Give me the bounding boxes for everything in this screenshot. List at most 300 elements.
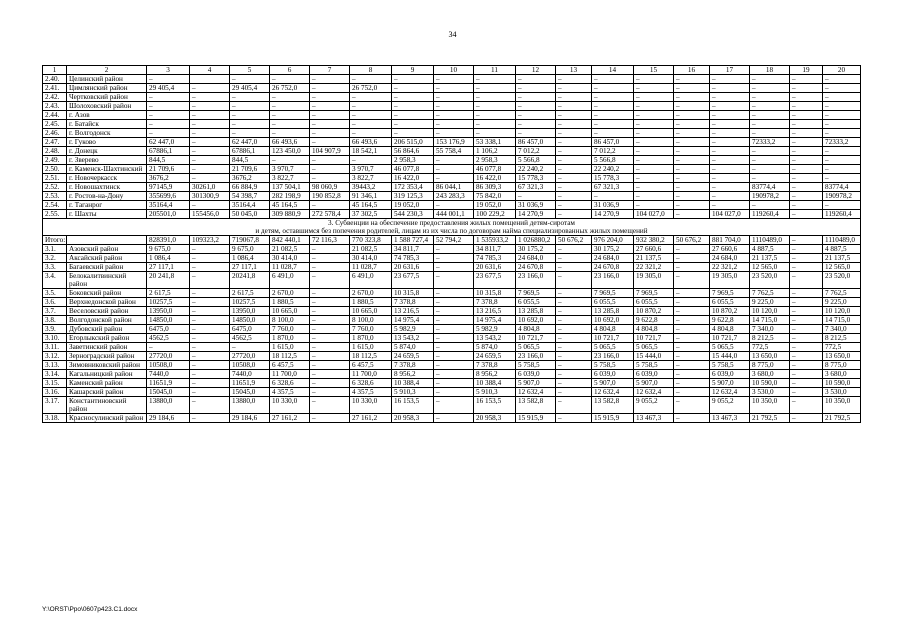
- value-cell: 10 721,7: [710, 334, 750, 343]
- value-cell: 10 721,7: [592, 334, 634, 343]
- row-number-cell: 3.5.: [43, 289, 67, 298]
- table-row: [43, 352, 861, 361]
- territory-name-cell: Чертковский район: [67, 93, 147, 102]
- value-cell: 282 198,9: [270, 192, 310, 201]
- value-cell: –: [674, 84, 710, 93]
- value-cell: –: [674, 298, 710, 307]
- value-cell: –: [556, 129, 592, 138]
- value-cell: –: [310, 93, 350, 102]
- value-cell: –: [674, 93, 710, 102]
- value-cell: –: [556, 254, 592, 263]
- value-cell: 7 760,0: [350, 325, 392, 334]
- value-cell: –: [270, 129, 310, 138]
- value-cell: 5 758,5: [516, 361, 556, 370]
- value-cell: 20 631,6: [392, 263, 434, 272]
- value-cell: –: [350, 111, 392, 120]
- value-cell: –: [190, 388, 230, 397]
- value-cell: 10: [434, 66, 474, 75]
- page-number: 34: [448, 30, 457, 39]
- table-row: [43, 397, 861, 414]
- value-cell: 12: [516, 66, 556, 75]
- value-cell: –: [434, 397, 474, 414]
- value-cell: 54 398,7: [230, 192, 270, 201]
- value-cell: 8 775,0: [823, 361, 861, 370]
- row-number-cell: 3.13.: [43, 361, 67, 370]
- value-cell: –: [790, 174, 823, 183]
- value-cell: 190978,2: [823, 192, 861, 201]
- value-cell: 544 230,3: [392, 210, 434, 219]
- value-cell: 11: [474, 66, 516, 75]
- value-cell: 3 970,7: [350, 165, 392, 174]
- value-cell: –: [674, 263, 710, 272]
- value-cell: 35164,4: [230, 201, 270, 210]
- value-cell: –: [310, 129, 350, 138]
- territory-name-cell: Азовский район: [67, 245, 147, 254]
- value-cell: 30 414,0: [350, 254, 392, 263]
- value-cell: –: [190, 120, 230, 129]
- value-cell: –: [190, 102, 230, 111]
- value-cell: 72333,2: [750, 138, 790, 147]
- value-cell: 828391,0: [147, 236, 190, 245]
- value-cell: 2 617,5: [230, 289, 270, 298]
- value-cell: –: [674, 192, 710, 201]
- table-row: [43, 201, 861, 210]
- value-cell: –: [147, 343, 190, 352]
- value-cell: 6475,0: [230, 325, 270, 334]
- table-row: [43, 138, 861, 147]
- value-cell: –: [190, 174, 230, 183]
- value-cell: –: [592, 75, 634, 84]
- territory-name-cell: г. Зверево: [67, 156, 147, 165]
- value-cell: –: [710, 93, 750, 102]
- value-cell: 10 120,0: [823, 307, 861, 316]
- value-cell: 10 590,0: [823, 379, 861, 388]
- value-cell: 22 321,2: [710, 263, 750, 272]
- row-number-cell: Итого:: [43, 236, 67, 245]
- value-cell: 6475,0: [147, 325, 190, 334]
- territory-name-cell: г. Волгодонск: [67, 129, 147, 138]
- territory-name-cell: г. Батайск: [67, 120, 147, 129]
- file-path-footer: Y:\ORST\Ppo\0607p423.C1.docx: [42, 606, 138, 613]
- value-cell: –: [634, 75, 674, 84]
- row-number-cell: 2.54.: [43, 201, 67, 210]
- value-cell: –: [634, 165, 674, 174]
- value-cell: 6 457,5: [270, 361, 310, 370]
- value-cell: 19 305,0: [710, 272, 750, 289]
- value-cell: –: [556, 102, 592, 111]
- value-cell: –: [634, 147, 674, 156]
- value-cell: –: [147, 102, 190, 111]
- value-cell: 24 684,0: [592, 254, 634, 263]
- value-cell: 22 321,2: [634, 263, 674, 272]
- value-cell: –: [230, 102, 270, 111]
- value-cell: 319 125,3: [392, 192, 434, 201]
- value-cell: 6: [270, 66, 310, 75]
- table-row: [43, 289, 861, 298]
- value-cell: –: [634, 93, 674, 102]
- value-cell: 23 520,0: [750, 272, 790, 289]
- value-cell: 10 665,0: [270, 307, 310, 316]
- value-cell: –: [790, 361, 823, 370]
- value-cell: 24 659,5: [392, 352, 434, 361]
- value-cell: 5 910,3: [392, 388, 434, 397]
- value-cell: 5 907,0: [710, 379, 750, 388]
- value-cell: 15 444,0: [710, 352, 750, 361]
- value-cell: 10 870,2: [710, 307, 750, 316]
- value-cell: –: [350, 120, 392, 129]
- table-row: [43, 93, 861, 102]
- value-cell: 19 052,0: [392, 201, 434, 210]
- value-cell: –: [434, 102, 474, 111]
- value-cell: –: [592, 84, 634, 93]
- value-cell: –: [674, 210, 710, 219]
- value-cell: 12 565,0: [750, 263, 790, 272]
- value-cell: –: [350, 93, 392, 102]
- section-title: [43, 219, 861, 236]
- value-cell: –: [434, 379, 474, 388]
- value-cell: –: [270, 93, 310, 102]
- value-cell: 18 542,1: [350, 147, 392, 156]
- value-cell: –: [556, 325, 592, 334]
- value-cell: –: [790, 316, 823, 325]
- value-cell: 14 715,0: [823, 316, 861, 325]
- value-cell: –: [147, 111, 190, 120]
- value-cell: 8 775,0: [750, 361, 790, 370]
- value-cell: 1 086,4: [230, 254, 270, 263]
- value-cell: 6 055,5: [710, 298, 750, 307]
- value-cell: –: [310, 379, 350, 388]
- value-cell: 50 045,0: [230, 210, 270, 219]
- value-cell: –: [230, 129, 270, 138]
- value-cell: 31 036,9: [592, 201, 634, 210]
- value-cell: –: [556, 289, 592, 298]
- value-cell: 10 330,0: [270, 397, 310, 414]
- value-cell: –: [710, 156, 750, 165]
- value-cell: 20 958,3: [474, 414, 516, 423]
- section-title-row: [43, 219, 861, 236]
- value-cell: 18 112,5: [350, 352, 392, 361]
- row-number-cell: 1: [43, 66, 67, 75]
- value-cell: 13 650,0: [823, 352, 861, 361]
- row-number-cell: 2.44.: [43, 111, 67, 120]
- territory-name-cell: Кагальницкий район: [67, 370, 147, 379]
- value-cell: –: [190, 370, 230, 379]
- territory-name-cell: Шолоховский район: [67, 102, 147, 111]
- value-cell: 12 632,4: [710, 388, 750, 397]
- territory-name-cell: Багаевский район: [67, 263, 147, 272]
- value-cell: –: [674, 316, 710, 325]
- value-cell: –: [190, 147, 230, 156]
- table-row: [43, 334, 861, 343]
- value-cell: 31 036,9: [516, 201, 556, 210]
- value-cell: 20 631,6: [474, 263, 516, 272]
- value-cell: –: [556, 352, 592, 361]
- value-cell: 9 225,0: [750, 298, 790, 307]
- row-number-cell: 3.1.: [43, 245, 67, 254]
- territory-name-cell: г. Азов: [67, 111, 147, 120]
- value-cell: 772,5: [823, 343, 861, 352]
- value-cell: 309 880,9: [270, 210, 310, 219]
- value-cell: 14 715,0: [750, 316, 790, 325]
- value-cell: –: [434, 414, 474, 423]
- row-number-cell: 2.42.: [43, 93, 67, 102]
- value-cell: –: [634, 192, 674, 201]
- value-cell: 8 956,2: [474, 370, 516, 379]
- value-cell: –: [790, 307, 823, 316]
- value-cell: –: [190, 263, 230, 272]
- value-cell: –: [750, 165, 790, 174]
- value-cell: 1 880,5: [270, 298, 310, 307]
- table-row: [43, 183, 861, 192]
- value-cell: 12 632,4: [516, 388, 556, 397]
- value-cell: 86 044,1: [434, 183, 474, 192]
- value-cell: 14: [592, 66, 634, 75]
- value-cell: –: [674, 397, 710, 414]
- value-cell: 16 422,0: [474, 174, 516, 183]
- value-cell: –: [230, 111, 270, 120]
- row-number-cell: 2.51.: [43, 174, 67, 183]
- value-cell: 8 212,5: [750, 334, 790, 343]
- value-cell: 27720,0: [230, 352, 270, 361]
- value-cell: –: [310, 334, 350, 343]
- value-cell: –: [190, 93, 230, 102]
- value-cell: –: [556, 201, 592, 210]
- value-cell: 1 870,0: [350, 334, 392, 343]
- value-cell: 13 467,3: [710, 414, 750, 423]
- value-cell: –: [634, 138, 674, 147]
- value-cell: 24 684,0: [516, 254, 556, 263]
- value-cell: 15 915,9: [592, 414, 634, 423]
- value-cell: –: [147, 75, 190, 84]
- value-cell: 24 670,8: [516, 263, 556, 272]
- value-cell: –: [392, 93, 434, 102]
- value-cell: –: [310, 307, 350, 316]
- value-cell: –: [634, 102, 674, 111]
- table-row: [43, 361, 861, 370]
- value-cell: 5: [230, 66, 270, 75]
- territory-name-cell: г. Каменск-Шахтинский: [67, 165, 147, 174]
- value-cell: –: [392, 120, 434, 129]
- value-cell: –: [710, 75, 750, 84]
- value-cell: 14 975,4: [474, 316, 516, 325]
- value-cell: 18: [750, 66, 790, 75]
- value-cell: 11 700,0: [350, 370, 392, 379]
- value-cell: 6 328,6: [350, 379, 392, 388]
- value-cell: –: [674, 289, 710, 298]
- value-cell: –: [147, 93, 190, 102]
- value-cell: 98 060,9: [310, 183, 350, 192]
- value-cell: –: [310, 254, 350, 263]
- value-cell: –: [790, 298, 823, 307]
- value-cell: 12 565,0: [823, 263, 861, 272]
- value-cell: 22 240,2: [516, 165, 556, 174]
- row-number-cell: 2.47.: [43, 138, 67, 147]
- value-cell: –: [270, 75, 310, 84]
- value-cell: –: [434, 254, 474, 263]
- row-number-cell: 3.2.: [43, 254, 67, 263]
- value-cell: 10 330,0: [350, 397, 392, 414]
- value-cell: –: [556, 263, 592, 272]
- value-cell: –: [556, 245, 592, 254]
- table-row: [43, 120, 861, 129]
- value-cell: 10 120,0: [750, 307, 790, 316]
- value-cell: 24 670,8: [592, 263, 634, 272]
- value-cell: –: [674, 254, 710, 263]
- value-cell: –: [674, 174, 710, 183]
- value-cell: 27 161,2: [350, 414, 392, 423]
- value-cell: 5 982,9: [392, 325, 434, 334]
- territory-name-cell: Боковский район: [67, 289, 147, 298]
- value-cell: –: [190, 111, 230, 120]
- territory-name-cell: г. Ростов-на-Дону: [67, 192, 147, 201]
- value-cell: –: [750, 174, 790, 183]
- territory-name-cell: Веселовский район: [67, 307, 147, 316]
- value-cell: –: [710, 165, 750, 174]
- value-cell: 13 650,0: [750, 352, 790, 361]
- value-cell: –: [556, 183, 592, 192]
- value-cell: –: [434, 343, 474, 352]
- value-cell: –: [190, 165, 230, 174]
- table-row: [43, 75, 861, 84]
- value-cell: –: [556, 174, 592, 183]
- value-cell: 15 915,9: [516, 414, 556, 423]
- value-cell: 20241,8: [230, 272, 270, 289]
- value-cell: 74 785,3: [474, 254, 516, 263]
- territory-name-cell: Заветинский район: [67, 343, 147, 352]
- value-cell: –: [674, 102, 710, 111]
- value-cell: 1 106,2: [474, 147, 516, 156]
- value-cell: –: [310, 343, 350, 352]
- value-cell: 3: [147, 66, 190, 75]
- value-cell: –: [790, 263, 823, 272]
- value-cell: 56 864,6: [392, 147, 434, 156]
- value-cell: 13 285,8: [516, 307, 556, 316]
- territory-name-cell: г. Шахты: [67, 210, 147, 219]
- value-cell: –: [310, 298, 350, 307]
- value-cell: 20: [823, 66, 861, 75]
- value-cell: –: [190, 414, 230, 423]
- value-cell: 7440,0: [147, 370, 190, 379]
- value-cell: 21 792,5: [750, 414, 790, 423]
- row-number-cell: 3.17.: [43, 397, 67, 414]
- value-cell: 52 794,2: [434, 236, 474, 245]
- value-cell: 3 680,0: [823, 370, 861, 379]
- row-number-cell: 2.52.: [43, 183, 67, 192]
- value-cell: 172 353,4: [392, 183, 434, 192]
- value-cell: 10 388,4: [474, 379, 516, 388]
- value-cell: –: [516, 102, 556, 111]
- value-cell: –: [310, 165, 350, 174]
- value-cell: 14 975,4: [392, 316, 434, 325]
- value-cell: 881 704,0: [710, 236, 750, 245]
- value-cell: –: [790, 165, 823, 174]
- value-cell: 5 065,5: [634, 343, 674, 352]
- value-cell: –: [516, 111, 556, 120]
- value-cell: –: [556, 334, 592, 343]
- table-row: [43, 414, 861, 423]
- value-cell: –: [190, 361, 230, 370]
- value-cell: –: [710, 183, 750, 192]
- value-cell: 66 493,6: [270, 138, 310, 147]
- value-cell: 75 842,0: [474, 192, 516, 201]
- value-cell: 9 225,0: [823, 298, 861, 307]
- value-cell: –: [556, 165, 592, 174]
- value-cell: –: [790, 102, 823, 111]
- value-cell: 7 969,5: [592, 289, 634, 298]
- value-cell: 772,5: [750, 343, 790, 352]
- value-cell: 53 338,1: [474, 138, 516, 147]
- value-cell: –: [434, 120, 474, 129]
- value-cell: –: [750, 156, 790, 165]
- value-cell: 18 112,5: [270, 352, 310, 361]
- table-row: [43, 147, 861, 156]
- value-cell: 10508,0: [230, 361, 270, 370]
- value-cell: 74 785,3: [392, 254, 434, 263]
- value-cell: 7 378,8: [474, 298, 516, 307]
- value-cell: 7 760,0: [270, 325, 310, 334]
- value-cell: –: [674, 129, 710, 138]
- value-cell: 62 447,0: [147, 138, 190, 147]
- value-cell: –: [674, 361, 710, 370]
- value-cell: –: [823, 120, 861, 129]
- value-cell: –: [710, 147, 750, 156]
- value-cell: –: [674, 272, 710, 289]
- value-cell: 8 100,0: [270, 316, 310, 325]
- value-cell: 5 874,0: [474, 343, 516, 352]
- value-cell: –: [674, 370, 710, 379]
- value-cell: –: [790, 120, 823, 129]
- value-cell: –: [674, 414, 710, 423]
- row-number-cell: 2.53.: [43, 192, 67, 201]
- value-cell: –: [556, 75, 592, 84]
- total-row: [43, 236, 861, 245]
- table-row: [43, 272, 861, 289]
- value-cell: –: [674, 120, 710, 129]
- value-cell: –: [310, 352, 350, 361]
- value-cell: 15 778,3: [592, 174, 634, 183]
- value-cell: 11 028,7: [270, 263, 310, 272]
- value-cell: –: [790, 129, 823, 138]
- value-cell: –: [434, 75, 474, 84]
- value-cell: 355699,6: [147, 192, 190, 201]
- budget-table: [42, 65, 861, 423]
- value-cell: 23 166,0: [516, 272, 556, 289]
- value-cell: –: [434, 272, 474, 289]
- value-cell: –: [674, 183, 710, 192]
- value-cell: 123 450,0: [270, 147, 310, 156]
- value-cell: 13 543,2: [392, 334, 434, 343]
- value-cell: –: [556, 361, 592, 370]
- value-cell: –: [310, 316, 350, 325]
- value-cell: 1 535933,2: [474, 236, 516, 245]
- value-cell: –: [434, 352, 474, 361]
- value-cell: 14850,0: [230, 316, 270, 325]
- value-cell: –: [350, 129, 392, 138]
- territory-name-cell: Зимовниковский район: [67, 361, 147, 370]
- value-cell: 8 212,5: [823, 334, 861, 343]
- value-cell: –: [190, 84, 230, 93]
- table-row: [43, 254, 861, 263]
- value-cell: 5 874,0: [392, 343, 434, 352]
- value-cell: –: [556, 298, 592, 307]
- table-row: [43, 316, 861, 325]
- value-cell: –: [790, 397, 823, 414]
- territory-name-cell: Верхнедонской район: [67, 298, 147, 307]
- value-cell: –: [392, 102, 434, 111]
- value-cell: 27 161,2: [270, 414, 310, 423]
- row-number-cell: 3.10.: [43, 334, 67, 343]
- value-cell: –: [190, 156, 230, 165]
